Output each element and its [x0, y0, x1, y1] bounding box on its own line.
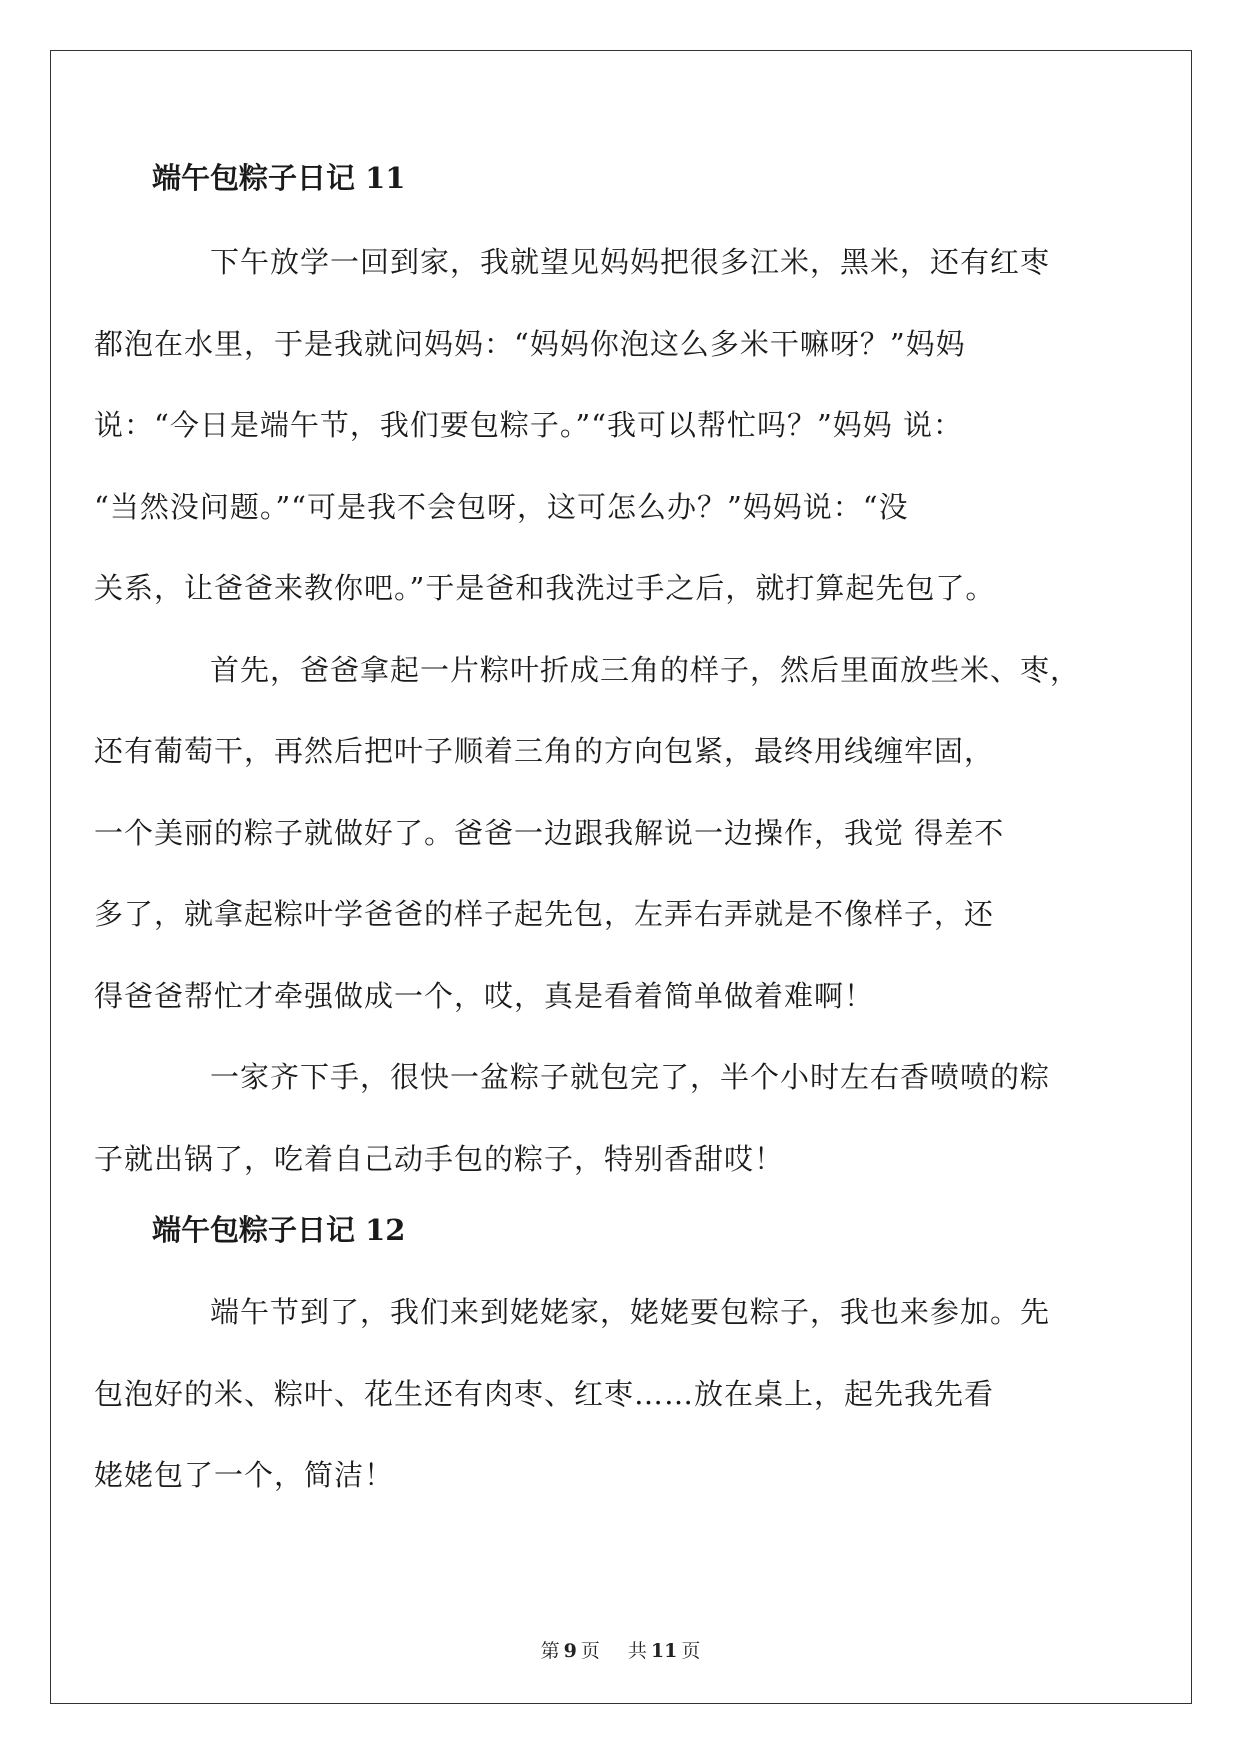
section-title: 端午包粽子日记 11: [152, 161, 406, 195]
text-line: 说：“今日是端午节，我们要包粽子。”“我可以帮忙吗？”妈妈 说：: [94, 408, 964, 442]
text-line: 首先，爸爸拿起一片粽叶折成三角的样子，然后里面放些米、枣，: [210, 652, 1081, 687]
paragraph: [94, 1037, 1092, 1200]
total-prefix: 共: [627, 1640, 647, 1662]
text-line: 得爸爸帮忙才牵强做成一个，哎，真是看着简单做着难啊！: [94, 978, 875, 1013]
document-body: [94, 160, 1092, 1517]
page-number: 9: [563, 1640, 577, 1662]
text-line: 一家齐下手，很快一盆粽子就包完了，半个小时左右香喷喷的粽: [210, 1060, 1051, 1094]
text-line: 子就出锅了，吃着自己动手包的粽子，特别香甜哎！: [94, 1141, 785, 1176]
page-unit: 页: [580, 1640, 600, 1662]
page-prefix: 第: [540, 1640, 560, 1662]
text-line: “当然没问题。”“可是我不会包呀，这可怎么办？”妈妈说：“没: [94, 489, 909, 524]
text-line: 下午放学一回到家，我就望见妈妈把很多江米，黑米，还有红枣: [210, 245, 1051, 279]
paragraph: [94, 1272, 1092, 1517]
paragraph: [94, 222, 1092, 630]
page-footer: [0, 1636, 1241, 1663]
total-unit: 页: [681, 1640, 701, 1662]
page-total: 11: [650, 1640, 678, 1662]
text-line: 端午节到了，我们来到姥姥家，姥姥要包粽子，我也来参加。先: [210, 1295, 1051, 1329]
text-line: 还有葡萄干，再然后把叶子顺着三角的方向包紧，最终用线缠牢固，: [94, 734, 995, 768]
text-line: 一个美丽的粽子就做好了。爸爸一边跟我解说一边操作，我觉 得差不: [94, 815, 1005, 850]
text-line: 多了，就拿起粽叶学爸爸的样子起先包，左弄右弄就是不像样子，还: [94, 897, 995, 931]
section-title: 端午包粽子日记 12: [152, 1213, 406, 1247]
text-line: 姥姥包了一个，简洁！: [94, 1458, 395, 1492]
paragraph: [94, 630, 1092, 1038]
text-line: 关系，让爸爸来教你吧。”于是爸和我洗过手之后，就打算起先包了。: [94, 571, 996, 605]
text-line: 包泡好的米、粽叶、花生还有肉枣、红枣……放在桌上，起先我先看: [94, 1376, 995, 1411]
text-line: 都泡在水里，于是我就问妈妈：“妈妈你泡这么多米干嘛呀？”妈妈: [94, 326, 966, 361]
